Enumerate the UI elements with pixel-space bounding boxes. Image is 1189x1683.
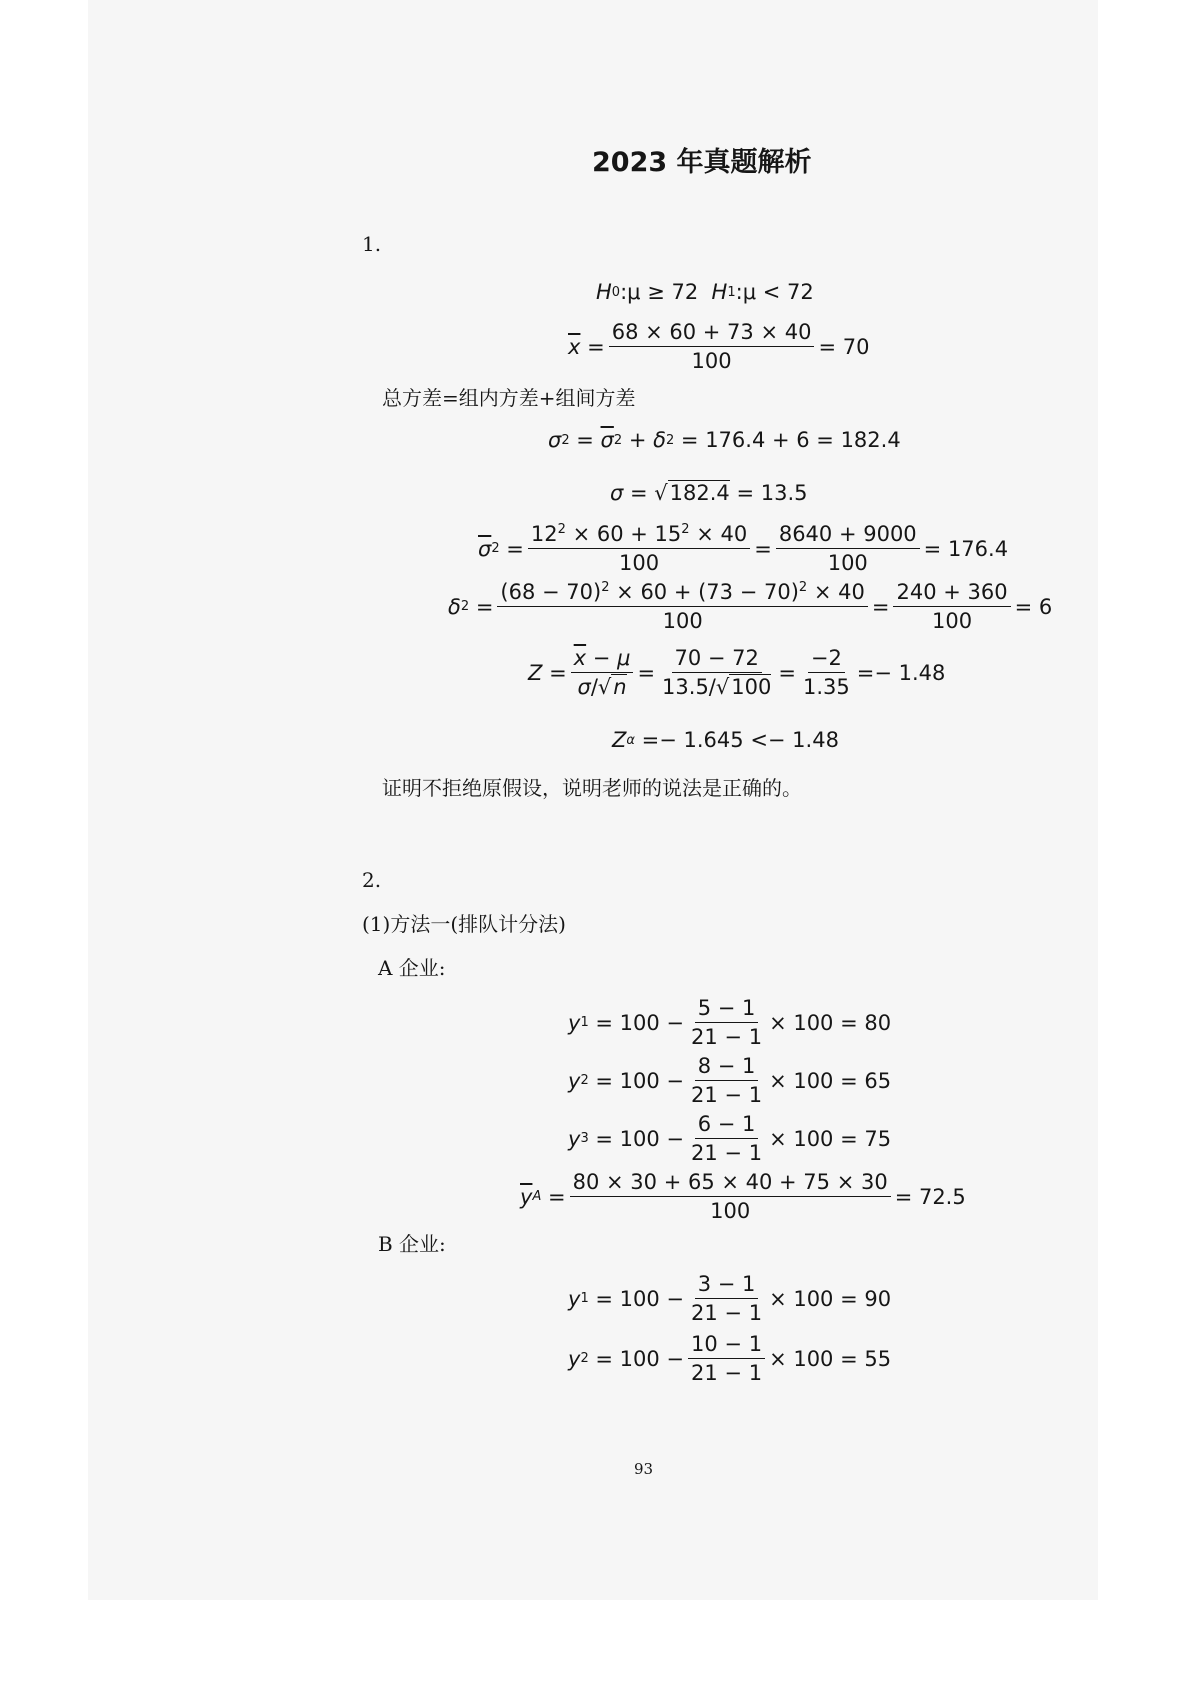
xbar-denominator: 100 (691, 349, 732, 374)
between-denominator: 100 (662, 609, 703, 634)
xbar-result: = 70 (818, 334, 870, 359)
page-title: 2023 年真题解析 (592, 147, 812, 178)
total-variance-result: = 176.4 + 6 = 182.4 (680, 428, 901, 452)
sigma-radicand: 182.4 (669, 481, 730, 505)
within-numerator: × 60 + 15 (572, 522, 682, 546)
ya-denominator: 100 (710, 1199, 751, 1224)
a-weighted-average: $\overline{y}$ A = $\frac{80 \times 30 + 65 \times 40 + 75 \times 30}{100}$ = 72.5 (520, 1170, 966, 1224)
z-numerator-c: −2 (808, 646, 845, 673)
ya-numerator: 80 × 30 + 65 × 40 + 75 × 30 (570, 1170, 891, 1197)
q2-number: 2. (362, 868, 382, 892)
between-numerator: (68 − 70) (500, 580, 602, 604)
ya-result: = 72.5 (894, 1184, 966, 1209)
z-denominator-c: 1.35 (802, 675, 850, 700)
q1-number: 1. (362, 232, 382, 256)
h1-text: μ < 72 (742, 280, 814, 304)
a-score-row-1: y 1 = 100 − $\frac{5 - 1}{21 - 1}$ × 100 = 80 (568, 996, 892, 1050)
sigma-equation: σ = √ 182.4 = 13.5 (610, 480, 808, 505)
z-denominator-b: 13.5/ (662, 675, 716, 700)
b-score-row-1: y 1 = 100 − $\frac{3 - 1}{21 - 1}$ × 100 = 90 (568, 1272, 892, 1326)
within-denominator-b: 100 (827, 551, 868, 576)
within-numerator-end: × 40 (696, 522, 748, 546)
z-numerator-b: 70 − 72 (672, 646, 762, 673)
a-score-row-3: y 3 = 100 − $\frac{6 - 1}{21 - 1}$ × 100 = 75 (568, 1112, 892, 1166)
h0-text: μ ≥ 72 (627, 280, 699, 304)
hypotheses: H 0 : μ ≥ 72 H 1 : μ < 72 (596, 280, 814, 304)
z-critical-equation: Z α =− 1.645 <− 1.48 (612, 728, 839, 752)
xbar-equation: $\overline{x}$ = $\frac{68 \times 60 + 73 \times 40}{100}$ = 70 (568, 320, 870, 374)
between-result: = 6 (1014, 594, 1053, 619)
z-critical-text: =− 1.645 <− 1.48 (641, 728, 839, 752)
z-result: =− 1.48 (856, 660, 946, 685)
z-statistic-equation: Z = $\frac{\overline{x} - \mu}{\sigma/√n}$ = $\frac{70 - 72}{13.5/√100}$ = $\frac{-2}{1.35}$ =− 1.48 (528, 646, 946, 700)
xbar-numerator: 68 × 60 + 73 × 40 (609, 320, 815, 347)
page-number: 93 (634, 1460, 654, 1478)
total-variance-equation: σ 2 = $\overline{\sigma}$ 2 + δ 2 = 176.4 + 6 = 182.4 (548, 428, 901, 452)
sigma-result: = 13.5 (736, 480, 808, 505)
within-variance-equation: $\overline{\sigma}$ 2 = $\frac{12^2 \times 60 + 15^2 \times 40}{100}$ = $\frac{8640 + 9000}{100}$ = 176.4 (478, 522, 1009, 576)
a-score-row-2: y 2 = 100 − $\frac{8 - 1}{21 - 1}$ × 100 = 65 (568, 1054, 892, 1108)
between-numerator-mid: × 60 + (73 − 70) (616, 580, 799, 604)
within-denominator: 100 (619, 551, 660, 576)
b-enterprise-label: B 企业: (378, 1232, 446, 1256)
q1-conclusion: 证明不拒绝原假设，说明老师的说法是正确的。 (382, 776, 802, 800)
b-score-row-2: y 2 = 100 − $\frac{10 - 1}{21 - 1}$ × 100 = 55 (568, 1332, 892, 1386)
between-variance-equation: δ 2 = $\frac{(68 - 70)^2 \times 60 + (73 - 70)^2 \times 40}{100}$ = $\frac{240 + 360}{100}$ = 6 (448, 580, 1053, 634)
within-result: = 176.4 (923, 536, 1009, 561)
between-numerator-b: 240 + 360 (893, 580, 1010, 607)
q2-method: (1)方法一(排队计分法) (362, 912, 566, 936)
between-denominator-b: 100 (931, 609, 973, 634)
between-numerator-end: × 40 (813, 580, 865, 604)
a-enterprise-label: A 企业: (378, 956, 446, 980)
within-numerator-b: 8640 + 9000 (776, 522, 920, 549)
variance-text: 总方差=组内方差+组间方差 (382, 386, 636, 410)
